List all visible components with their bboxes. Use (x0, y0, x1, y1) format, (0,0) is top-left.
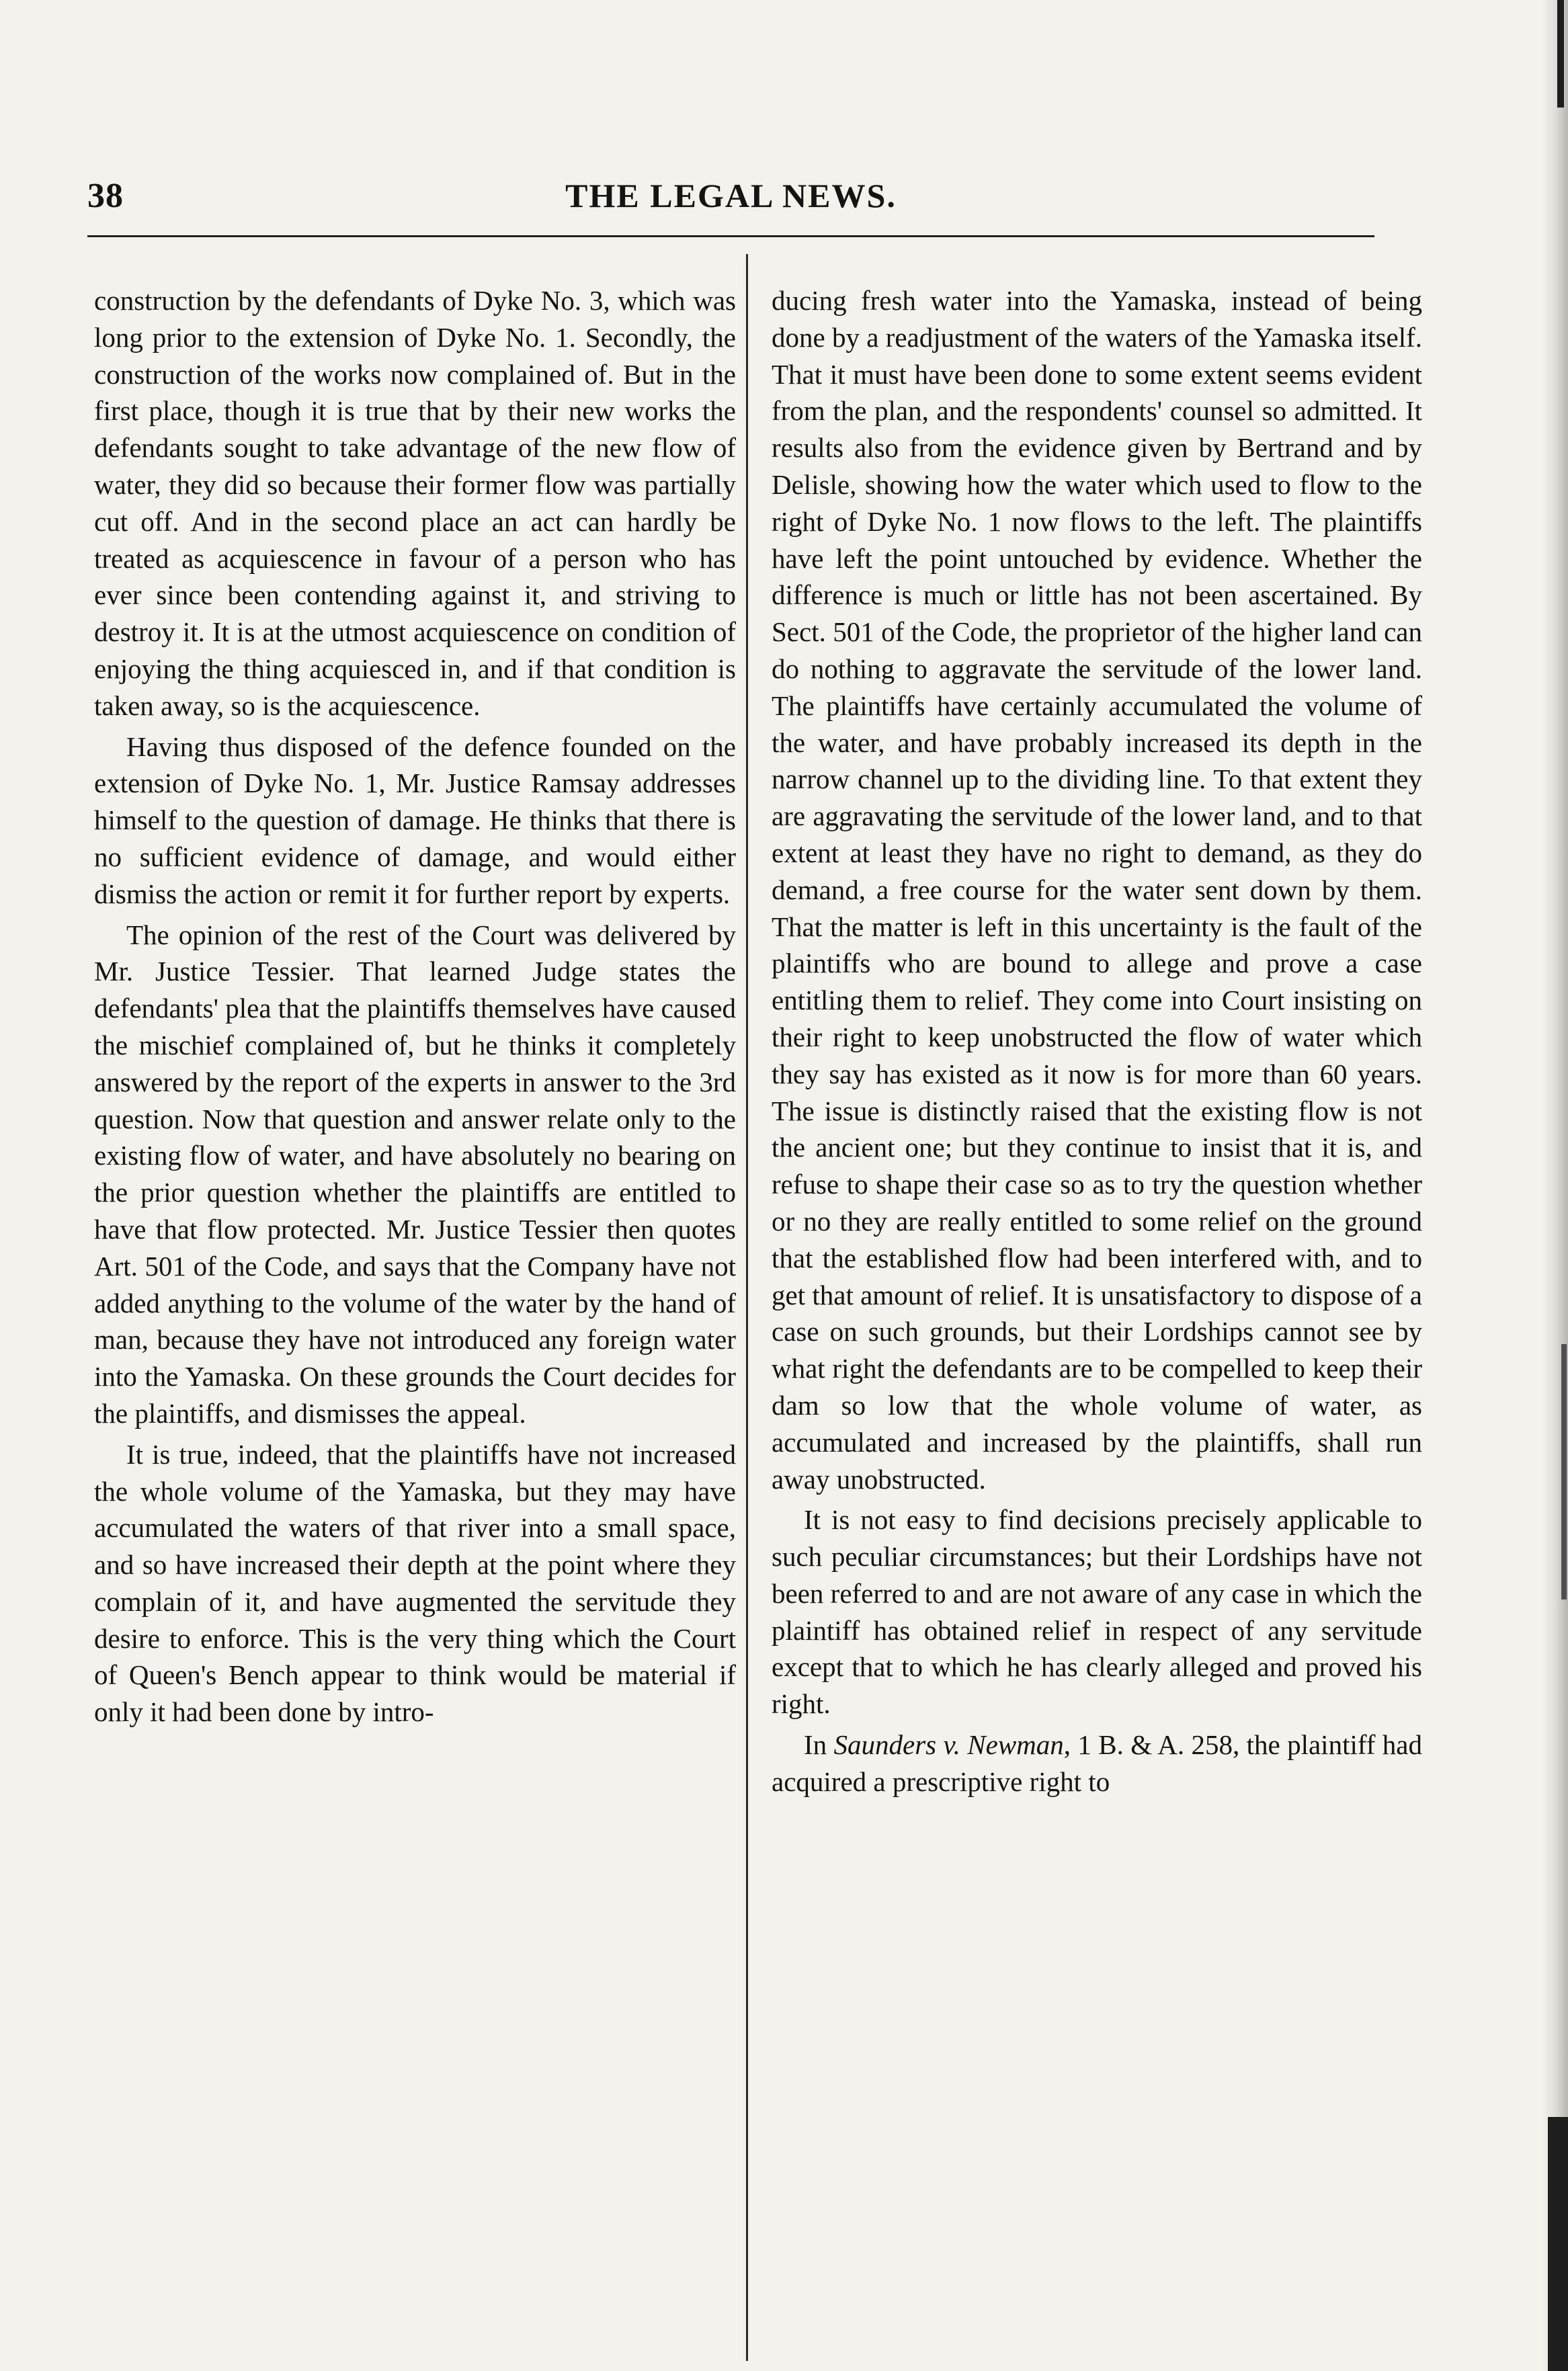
paragraph: construction by the defendants of Dyke No. 3, which was long prior to the extension of Dyke No. 1. Secondly, the construction of the works now complained of. But in the first place, though it is true that by their new works the defendants sought to take advantage of the new flow of water, they did so because their former flow was partially cut off. And in the second place an act can hardly be treated as acquiescence in favour of a person who has ever since been contending against it, and striving to destroy it. It is at the utmost acquiescence on condition of enjoying the thing acquiesced in, and if that condition is taken away, so is the acquiescence. (94, 285, 736, 721)
citation-suffix: , 1 B. & A. 258, the plaintiff had acquired a prescriptive right to (772, 1729, 1422, 1797)
header-rule (87, 235, 1374, 237)
scan-binding-edge (1541, 0, 1568, 2371)
scan-artifact (1557, 0, 1564, 108)
page-number: 38 (87, 177, 124, 215)
paragraph: Having thus disposed of the defence founded on the extension of Dyke No. 1, Mr. Justice Ramsay addresses himself to the question of damage. He thinks that there is no sufficient evidence of damage, and would either dismiss the action or remit it for further report by experts. (94, 731, 736, 909)
paragraph: It is not easy to find decisions precisely applicable to such peculiar circumstances; but their Lordships have not been referred to and are not aware of any case in which the plaintiff has obtained relief in respect of any servitude except that to which he has clearly alleged and proved his right. (772, 1504, 1422, 1720)
column-divider (746, 254, 748, 2361)
citation-prefix: In (804, 1729, 834, 1761)
scan-artifact (1561, 1344, 1567, 1599)
right-column (772, 282, 1422, 1804)
scan-artifact (1548, 2117, 1568, 2371)
paragraph-citation (772, 1727, 1422, 1800)
paragraph: It is true, indeed, that the plaintiffs have not increased the whole volume of the Yamaska, but they may have accumulated the waters of that river into a small space, and so have increased their depth at the point where they complain of it, and have augmented the servitude they desire to enforce. This is the very thing which the Court of Queen's Bench appear to think would be material if only it had been done by intro- (94, 1438, 736, 1728)
left-column (94, 282, 736, 1735)
case-name: Saunders v. Newman (833, 1729, 1064, 1761)
paragraph: The opinion of the rest of the Court was delivered by Mr. Justice Tessier. That learned Judge states the defendants' plea that the plaintiffs themselves have caused the mischief complained of, but he thinks it completely answered by the report of the experts in answer to the 3rd question. Now that question and answer relate only to the existing flow of water, and have absolutely no bearing on the prior question whether the plaintiffs are entitled to have that flow protected. Mr. Justice Tessier then quotes Art. 501 of the Code, and says that the Company have not added anything to the volume of the water by the hand of man, because they have not introduced any foreign water into the Yamaska. On these grounds the Court decides for the plaintiffs, and dismisses the appeal. (94, 919, 736, 1429)
paragraph: ducing fresh water into the Yamaska, instead of being done by a readjustment of the waters of the Yamaska itself. That it must have been done to some extent seems evident from the plan, and the respondents' counsel so admitted. It results also from the evidence given by Bertrand and by Delisle, showing how the water which used to flow to the right of Dyke No. 1 now flows to the left. The plaintiffs have left the point untouched by evidence. Whether the difference is much or little has not been ascertained. By Sect. 501 of the Code, the proprietor of the higher land can do nothing to aggravate the servitude of the lower land. The plaintiffs have certainly accumulated the volume of the water, and have probably increased its depth in the narrow channel up to the dividing line. To that extent they are aggravating the servitude of the lower land, and to that extent at least they have no right to demand, as they do demand, a free course for the water sent down by them. That the matter is left in this uncertainty is the fault of the plaintiffs who are bound to allege and prove a case entitling them to relief. They come into Court insisting on their right to keep unobstructed the flow of water which they say has existed as it now is for more than 60 years. The issue is distinctly raised that the existing flow is not the ancient one; but they continue to insist that it is, and refuse to shape their case so as to try the question whether or no they are really entitled to some relief on the ground that the established flow had been interfered with, and to get that amount of relief. It is unsatisfactory to dispose of a case on such grounds, but their Lordships cannot see by what right the defendants are to be compelled to keep their dam so low that the whole volume of water, as accumulated and increased by the plaintiffs, shall run away unobstructed. (772, 285, 1422, 1495)
page-header (87, 176, 1374, 230)
running-head-title: THE LEGAL NEWS. (565, 177, 897, 214)
